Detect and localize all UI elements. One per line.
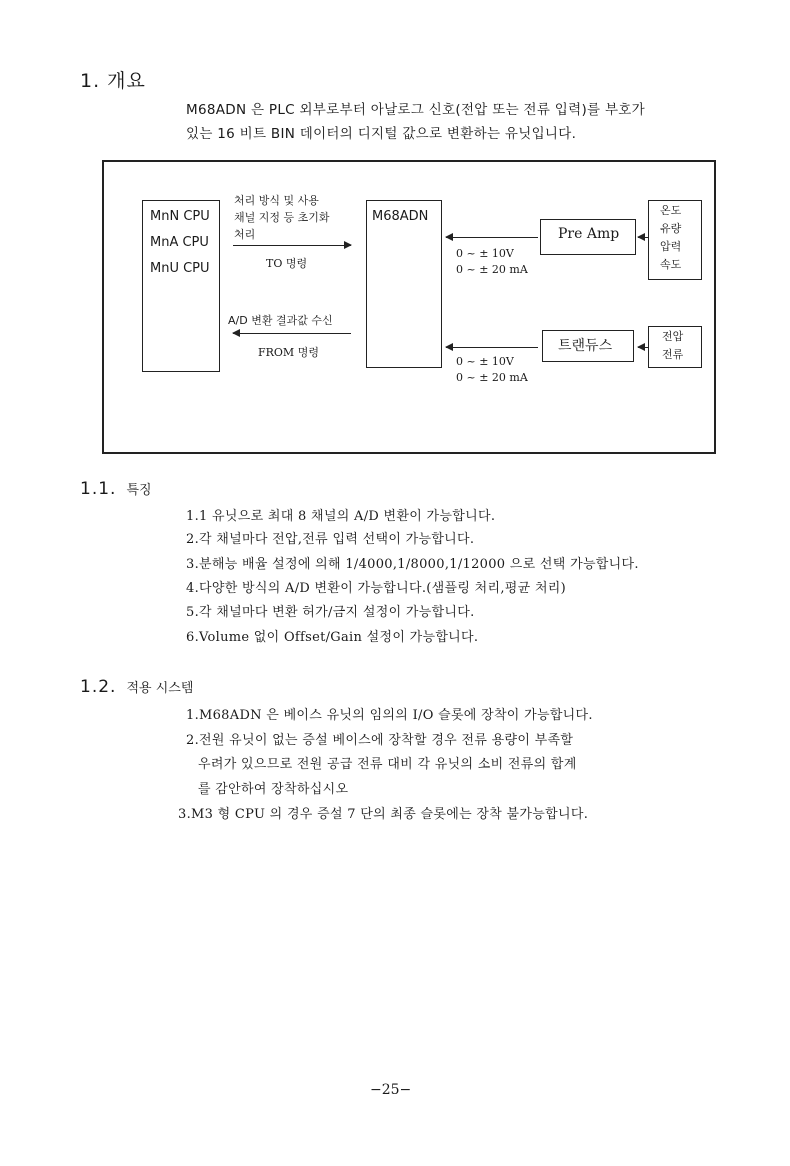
transducer-label: 트랜듀스: [558, 338, 613, 354]
system-item-2: 2.전원 유닛이 없는 증설 베이스에 장착할 경우 전류 용량이 부족할: [186, 733, 574, 748]
page-number: −25−: [370, 1082, 412, 1098]
feature-item-3: 3.분해능 배율 설정에 의해 1/4000,1/8000,1/12000 으로 선택 가능합니다.: [186, 557, 639, 572]
sensor1-temp: 온도: [660, 204, 682, 217]
section-1-1-number: 1.1.: [80, 479, 117, 499]
transducer-arrow: [446, 347, 538, 348]
from-arrow: [233, 333, 351, 334]
range-current-1: 0 ~ ± 20 mA: [456, 263, 528, 276]
sensor1-speed: 속도: [660, 258, 682, 271]
proc-line-2: 채널 지정 등 초기화: [234, 211, 330, 224]
range-voltage-1: 0 ~ ± 10V: [456, 247, 514, 260]
feature-item-5: 5.각 채널마다 변환 허가/금지 설정이 가능합니다.: [186, 605, 475, 620]
feature-item-4: 4.다양한 방식의 A/D 변환이 가능합니다.(샘플링 처리,평균 처리): [186, 581, 567, 596]
feature-item-1: 1.1 유닛으로 최대 8 채널의 A/D 변환이 가능합니다.: [186, 509, 496, 524]
sensor1-flow: 유량: [660, 222, 682, 235]
sensor2-voltage: 전압: [662, 330, 684, 343]
from-command-label: FROM 명령: [258, 346, 319, 359]
section-1-2-number: 1.2.: [80, 677, 117, 697]
intro-line-1: M68ADN 은 PLC 외부로부터 아날로그 신호(전압 또는 전류 입력)를 부호가: [186, 102, 645, 118]
preamp-label: Pre Amp: [558, 226, 620, 242]
sensor2-arrow: [638, 347, 648, 348]
feature-item-2: 2.각 채널마다 전압,전류 입력 선택이 가능합니다.: [186, 532, 475, 547]
module-label: M68ADN: [372, 209, 429, 224]
preamp-arrow: [446, 237, 538, 238]
proc-line-3: 처리: [234, 228, 256, 241]
to-arrow: [233, 245, 351, 246]
system-item-2-cont-2: 를 감안하여 장착하십시오: [198, 782, 349, 797]
range-current-2: 0 ~ ± 20 mA: [456, 371, 528, 384]
section-1-1-heading: [80, 479, 152, 499]
range-voltage-2: 0 ~ ± 10V: [456, 355, 514, 368]
section-1-2-title: 적용 시스템: [126, 681, 194, 696]
section-title: 1. 개요: [80, 70, 146, 92]
sensor2-current: 전류: [662, 348, 684, 361]
cpu-label-mna: MnA CPU: [150, 235, 209, 250]
system-item-1: 1.M68ADN 은 베이스 유닛의 임의의 I/O 슬롯에 장착이 가능합니다.: [186, 708, 593, 723]
cpu-label-mnn: MnN CPU: [150, 209, 210, 224]
section-1-2-heading: [80, 677, 193, 697]
system-item-3: 3.M3 형 CPU 의 경우 증설 7 단의 최종 슬롯에는 장착 불가능합니다.: [178, 807, 589, 822]
to-command-label: TO 명령: [266, 257, 308, 270]
proc-line-1: 처리 방식 및 사용: [234, 194, 319, 207]
feature-item-6: 6.Volume 없이 Offset/Gain 설정이 가능합니다.: [186, 630, 479, 645]
section-1-1-title: 특징: [126, 483, 152, 498]
ad-result-label: A/D 변환 결과값 수신: [228, 314, 333, 327]
system-item-2-cont-1: 우려가 있으므로 전원 공급 전류 대비 각 유닛의 소비 전류의 합계: [198, 757, 577, 772]
sensor1-pressure: 압력: [660, 240, 682, 253]
intro-line-2: 있는 16 비트 BIN 데이터의 디지털 값으로 변환하는 유닛입니다.: [186, 126, 577, 142]
cpu-label-mnu: MnU CPU: [150, 261, 210, 276]
sensor1-arrow: [638, 237, 648, 238]
